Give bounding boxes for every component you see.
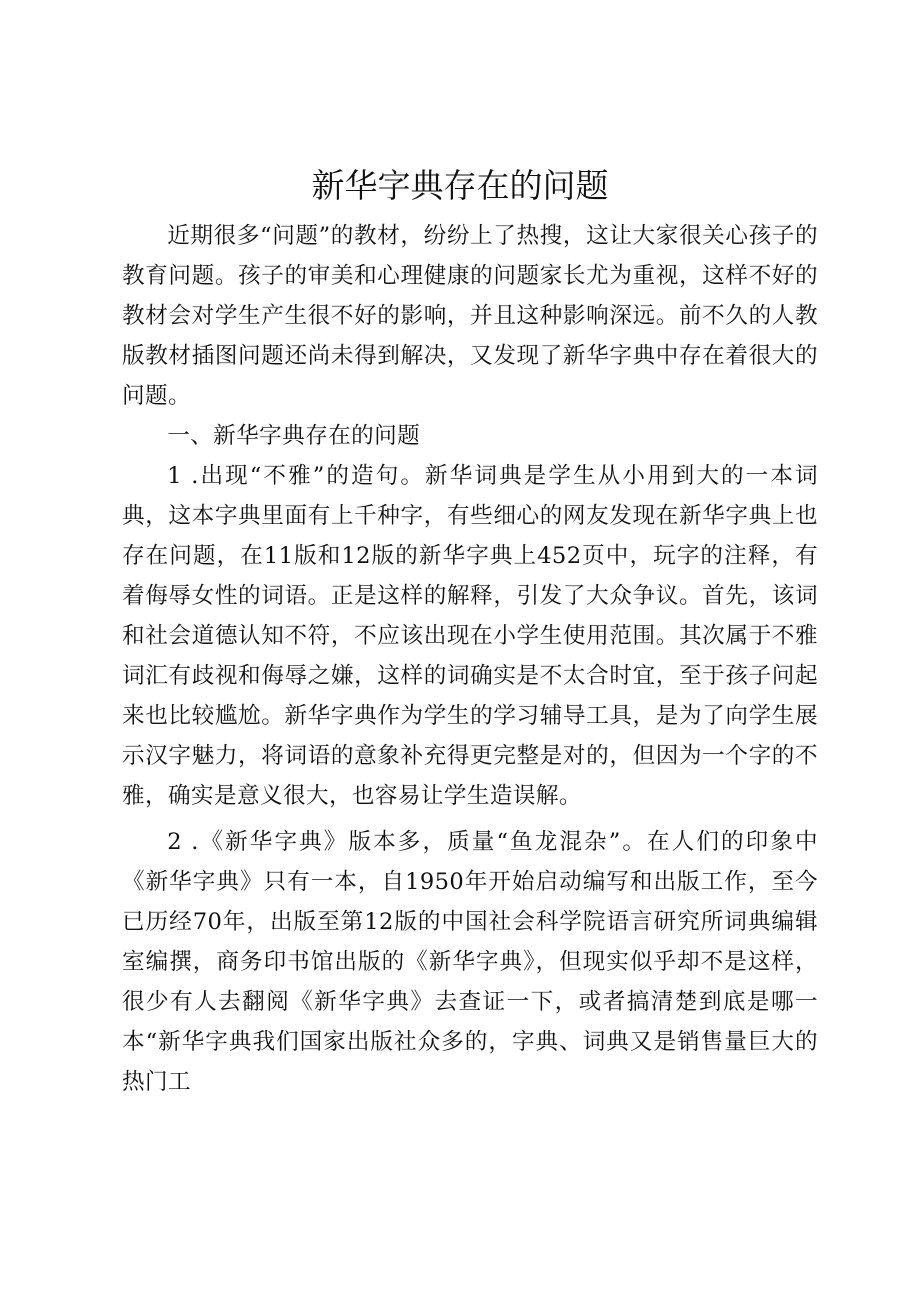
point-2-paragraph: 2 .《新华字典》版本多，质量“鱼龙混杂”。在人们的印象中《新华字典》只有一本，自1950年开始启动编写和出版工作，至今已历经70年，出版至第12版的中国社会科学院语言研究所词典编辑室编撰，商务印书馆出版的《新华字典》，但现实似乎却不是这样，很少有人去翻阅《新华字典》去查证一下，或者搞清楚到底是哪一本“新华字典我们国家出版社众多的，字典、词典又是销售量巨大的热门工: [122, 829, 818, 1095]
intro-paragraph: 近期很多“问题”的教材，纷纷上了热搜，这让大家很关心孩子的教育问题。孩子的审美和心理健康的问题家长尤为重视，这样不好的教材会对学生产生很不好的影响，并且这种影响深远。前不久的人教版教材插图问题还尚未得到解决，又发现了新华字典中存在着很大的问题。: [122, 223, 818, 409]
point-1-paragraph: 1 .出现“不雅”的造句。新华词典是学生从小用到大的一本词典，这本字典里面有上千种字，有些细心的网友发现在新华字典上也存在问题，在11版和12版的新华字典上452页中，玩字的注释，有着侮辱女性的词语。正是这样的解释，引发了大众争议。首先，该词和社会道德认知不符，不应该出现在小学生使用范围。其次属于不雅词汇有歧视和侮辱之嫌，这样的词确实是不太合时宜，至于孩子问起来也比较尴尬。新华字典作为学生的学习辅导工具，是为了向学生展示汉字魅力，将词语的意象补充得更完整是对的，但因为一个字的不雅，确实是意义很大，也容易让学生造误解。: [122, 463, 818, 809]
document-title: 新华字典存在的问题: [311, 166, 609, 205]
document-body: [122, 216, 818, 1102]
section-heading: 一、新华字典存在的问题: [167, 423, 421, 449]
